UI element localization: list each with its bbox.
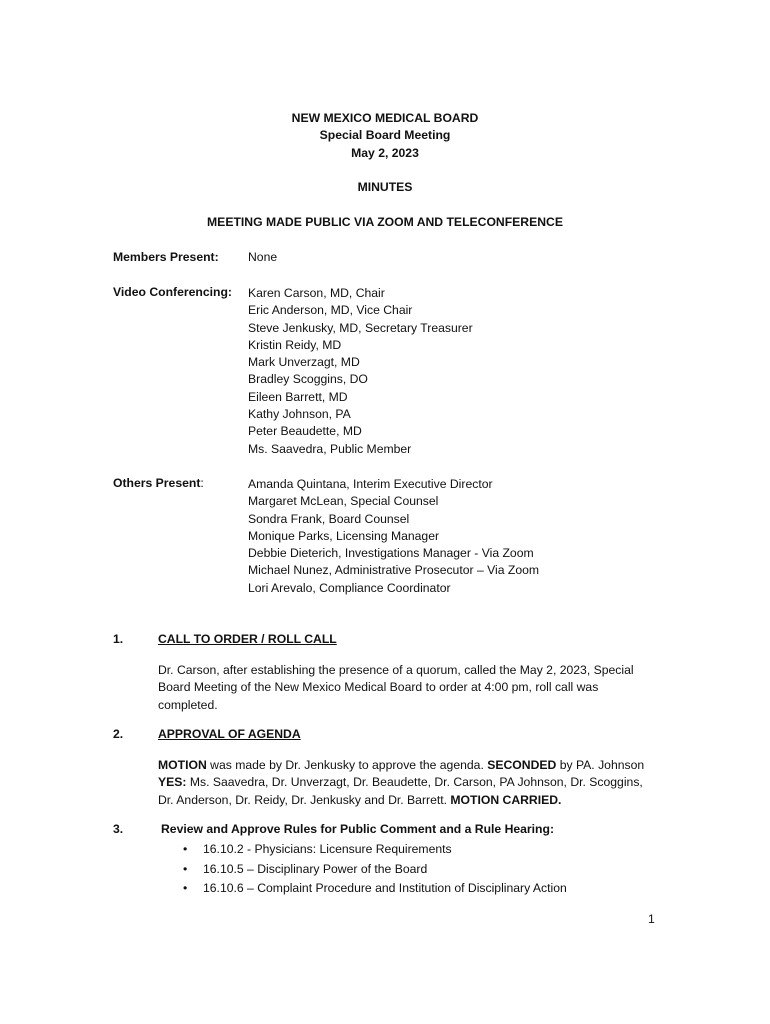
seconded-text: by PA. Johnson	[556, 758, 645, 772]
rule-item-text: 16.10.6 – Complaint Procedure and Institution of Disciplinary Action	[203, 881, 567, 895]
section-1-number: 1.	[113, 632, 124, 646]
rule-item-text: 16.10.5 – Disciplinary Power of the Board	[203, 861, 428, 876]
attendee-name: Peter Beaudette, MD	[248, 424, 362, 439]
video-conferencing-label: Video Conferencing:	[113, 285, 232, 299]
motion-text: was made by Dr. Jenkusky to approve the agenda.	[206, 758, 488, 772]
section-2-number: 2.	[113, 727, 124, 741]
others-present-label	[113, 476, 204, 490]
org-title: NEW MEXICO MEDICAL BOARD	[291, 111, 479, 125]
section-3-title: Review and Approve Rules for Public Comment and a Rule Hearing:	[161, 822, 555, 836]
list-item	[158, 879, 567, 899]
attendee-name: Ms. Saavedra, Public Member	[248, 441, 412, 456]
attendee-name: Steve Jenkusky, MD, Secretary Treasurer	[248, 320, 473, 335]
section-2-title: APPROVAL OF AGENDA	[158, 727, 301, 741]
rule-item-text: 16.10.2 - Physicians: Licensure Requirements	[203, 842, 452, 856]
others-present-label-text: Others Present	[113, 476, 201, 490]
bullet-glyph: •	[183, 842, 188, 856]
page-number: 1	[648, 912, 655, 926]
meeting-date: May 2, 2023	[351, 146, 419, 160]
attendee-name: Sondra Frank, Board Counsel	[248, 511, 410, 526]
bullet-glyph: •	[183, 881, 188, 895]
yes-votes: Ms. Saavedra, Dr. Unverzagt, Dr. Beaudette, Dr. Carson, PA Johnson, Dr. Scoggins, Dr. Anderson, Dr. Reidy, Dr. Jenkusky and Dr. Barrett.	[158, 775, 643, 807]
members-present-label: Members Present:	[113, 250, 219, 264]
attendee-name: Michael Nunez, Administrative Prosecutor – Via Zoom	[248, 563, 540, 578]
bullet-glyph: •	[183, 861, 188, 876]
attendee-name: Eric Anderson, MD, Vice Chair	[248, 303, 413, 318]
attendee-name: Monique Parks, Licensing Manager	[248, 528, 440, 543]
attendee-name: Kristin Reidy, MD	[248, 337, 342, 352]
others-present-colon: :	[200, 476, 204, 490]
public-notice: MEETING MADE PUBLIC VIA ZOOM AND TELECONFERENCE	[207, 215, 563, 229]
rules-list	[158, 840, 567, 899]
attendee-name: Mark Unverzagt, MD	[248, 355, 360, 370]
yes-label: YES:	[158, 775, 187, 790]
motion-label: MOTION	[158, 758, 207, 772]
video-attendee-list	[248, 285, 473, 458]
attendee-name: Karen Carson, MD, Chair	[248, 286, 385, 300]
members-present-value: None	[248, 250, 278, 264]
meeting-title: Special Board Meeting	[319, 128, 451, 142]
section-2-motion	[158, 757, 658, 809]
attendee-name: Eileen Barrett, MD	[248, 389, 348, 404]
attendee-name: Margaret McLean, Special Counsel	[248, 494, 439, 509]
attendee-name: Kathy Johnson, PA	[248, 407, 351, 422]
section-3-number: 3.	[113, 822, 124, 836]
attendee-name: Debbie Dieterich, Investigations Manager - Via Zoom	[248, 546, 534, 561]
others-present-list	[248, 476, 539, 597]
list-item	[158, 840, 567, 860]
attendee-name: Amanda Quintana, Interim Executive Director	[248, 477, 493, 491]
doc-type-heading: MINUTES	[357, 180, 413, 194]
list-item	[158, 860, 567, 880]
attendee-name: Lori Arevalo, Compliance Coordinator	[248, 580, 451, 595]
section-1-body: Dr. Carson, after establishing the presence of a quorum, called the May 2, 2023, Special Board Meeting of the New Mexico Medical Board to order at 4:00 pm, roll call was completed.	[158, 663, 634, 712]
section-1-title: CALL TO ORDER / ROLL CALL	[158, 632, 337, 646]
motion-carried: MOTION CARRIED.	[450, 792, 562, 807]
attendee-name: Bradley Scoggins, DO	[248, 372, 368, 387]
seconded-label: SECONDED	[487, 758, 557, 772]
